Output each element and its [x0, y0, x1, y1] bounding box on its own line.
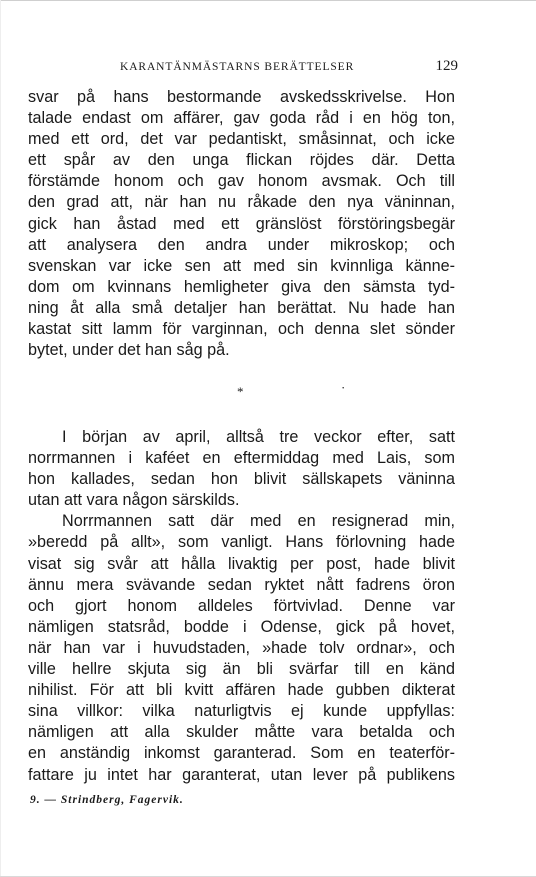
text-line: sina villkor: vilka naturligtvis ej kunde uppfyllas:	[28, 702, 455, 721]
paragraph-group-second	[28, 427, 455, 786]
text-line: fattare ju intet har garanterat, utan lever på publikens	[28, 765, 455, 784]
text-line: bytet, under det han såg på.	[28, 341, 230, 360]
text-line: »beredd på allt», som vanligt. Hans förlovning hade	[28, 533, 455, 552]
section-break	[0, 380, 536, 404]
text-line: ett spår av den unga flickan röjdes där. Detta	[28, 151, 455, 170]
text-line: ännu mera svävande sedan ryktet nått fadrens öron	[28, 575, 455, 594]
text-line: Norrmannen satt där med en resignerad min,	[62, 512, 455, 531]
text-line: nihilist. För att bli kvitt affären hade gubben dikterat	[28, 681, 455, 700]
text-line: ning åt alla små detaljer han berättat. Nu hade han	[28, 298, 455, 317]
text-line: nämligen statsråd, bodde i Odense, gick på hovet,	[28, 617, 455, 636]
running-title: KARANTÄNMÄSTARNS BERÄTTELSER	[120, 61, 355, 73]
text-line: svar på hans bestormande avskedsskrivelse. Hon	[28, 88, 455, 106]
printer-signature: 9. — Strindberg, Fagervik.	[30, 794, 184, 806]
text-line: en anständig inkomst garanterad. Som en teaterför-	[28, 744, 455, 763]
text-line: norrmannen i kaféet en eftermiddag med Lais, som	[28, 449, 455, 468]
text-line: med ett ord, det var pedantiskt, småsinnat, och icke	[28, 130, 455, 149]
text-line: utan att vara någon särskilds.	[28, 491, 240, 510]
text-line: visat sig svår att hålla livaktig per post, hade blivit	[28, 554, 455, 573]
text-line: förstämde honom och gav honom avsmak. Och till	[28, 172, 455, 191]
text-line: gick han åstad med ett gränslöst förstöringsbegär	[28, 214, 455, 233]
running-head	[30, 58, 458, 78]
text-line: dom om kvinnans hemligheter giva den sämsta tyd-	[28, 277, 455, 296]
text-line: när han var i huvudstaden, »hade tolv ordnar», och	[28, 638, 455, 657]
text-line: I början av april, alltså tre veckor efter, satt	[62, 428, 455, 446]
text-line: talade endast om affärer, gav goda råd i en hög ton,	[28, 109, 455, 128]
text-line: svenskan var icke sen att med sin kvinnliga känne-	[28, 256, 455, 275]
text-line: kastat sitt lamm för varginnan, och denna slet sönder	[28, 320, 455, 339]
asterisk-ornament: *	[237, 384, 244, 399]
ink-dot: ·	[341, 380, 346, 395]
text-line: hon kallades, sedan hon blivit sällskapets väninna	[28, 470, 455, 489]
left-edge-shadow	[0, 0, 1, 877]
text-line: och gjort honom alldeles förtvivlad. Denne var	[28, 596, 455, 615]
text-line: nämligen att alla skulder måtte vara betalda och	[28, 723, 455, 742]
text-line: ville hellre skjuta sig än bli svärfar till en känd	[28, 660, 455, 679]
text-line: den grad att, när han nu råkade den nya väninnan,	[28, 193, 455, 212]
page-number: 129	[435, 58, 458, 74]
top-edge-rule	[0, 0, 536, 1]
text-line: att analysera den andra under mikroskop; och	[28, 235, 455, 254]
paragraph-continued	[28, 87, 455, 361]
